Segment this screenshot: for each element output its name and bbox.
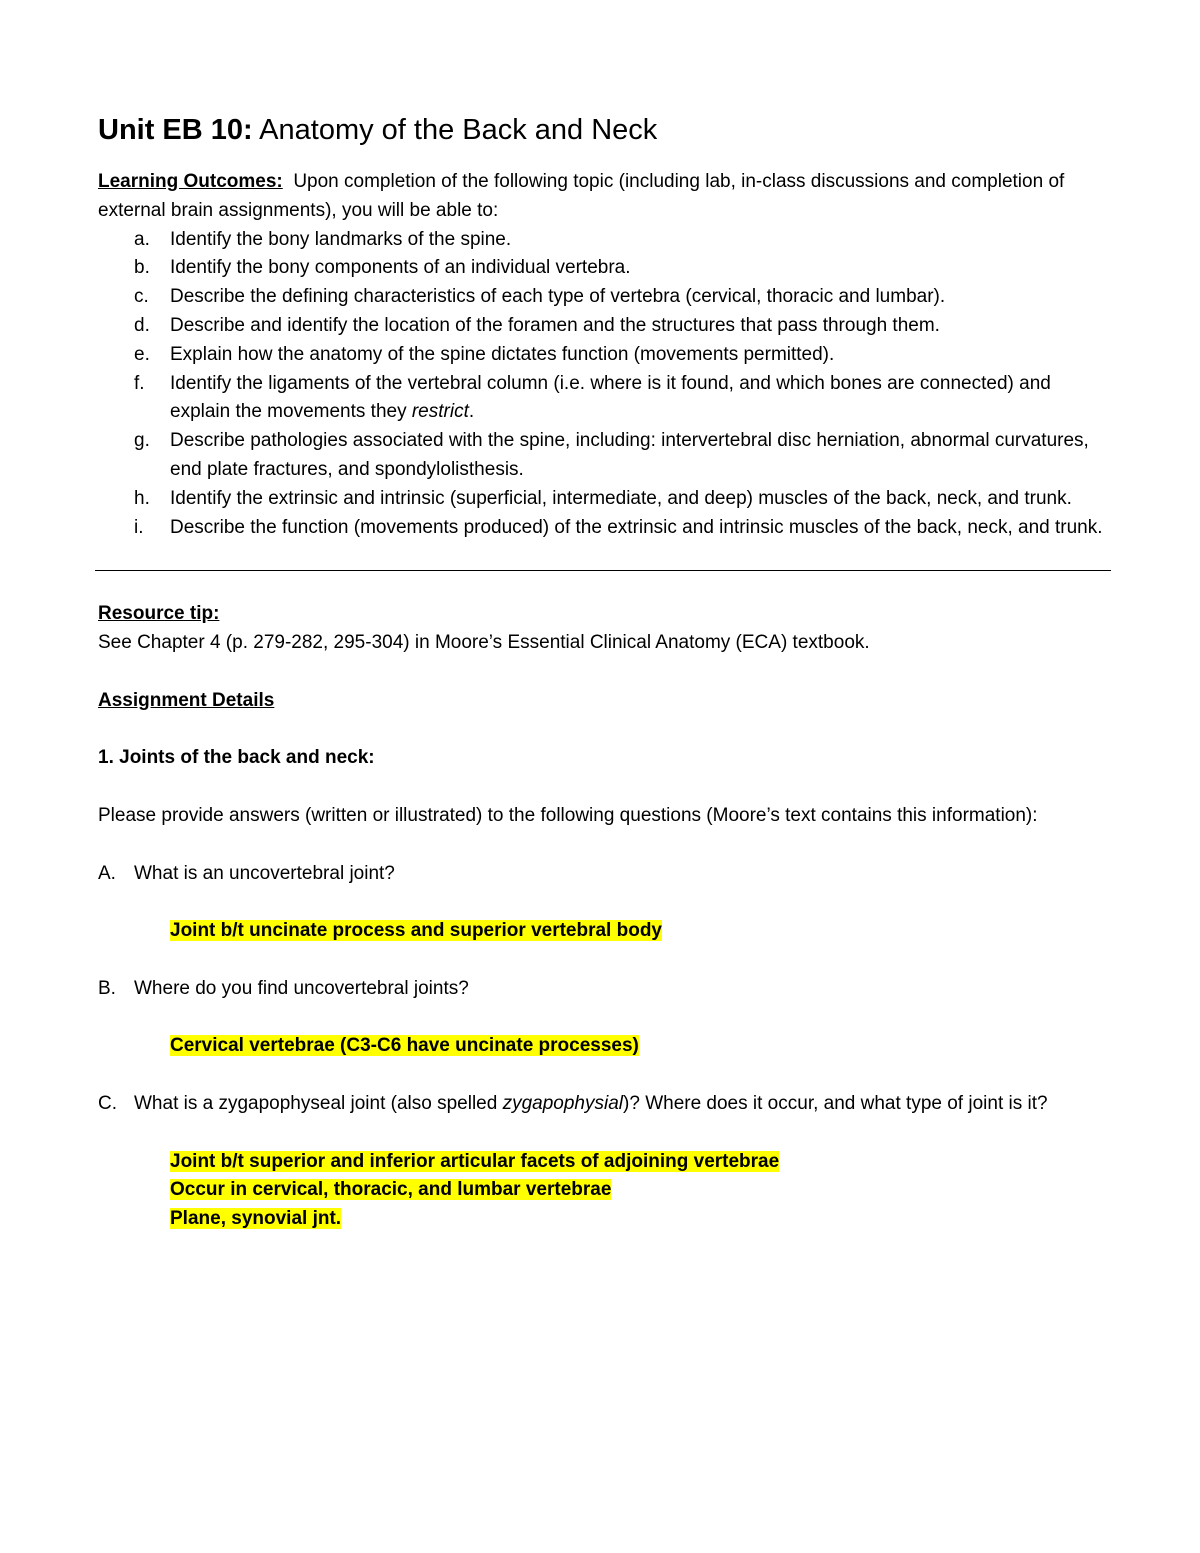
list-item: [98, 312, 1108, 341]
section-divider: [95, 570, 1111, 571]
list-marker: f.: [134, 372, 145, 394]
list-marker: i.: [134, 516, 144, 538]
list-item-text: Describe and identify the location of the foramen and the structures that pass through them.: [170, 314, 940, 336]
list-item-text: Identify the bony landmarks of the spine.: [170, 228, 512, 250]
answer-block: [98, 1032, 1108, 1061]
list-item: [98, 254, 1108, 283]
answer-highlight: Cervical vertebrae (C3-C6 have uncinate processes): [170, 1035, 639, 1057]
answer-highlight: Plane, synovial jnt.: [170, 1208, 342, 1230]
resource-tip-heading: [98, 600, 1108, 629]
list-item-text-end: .: [468, 401, 475, 423]
list-item-text: Explain how the anatomy of the spine dictates function (movements permitted).: [170, 343, 835, 365]
question-text-end: )? Where does it occur, and what type of joint is it?: [623, 1092, 1048, 1114]
list-item-text: Describe the defining characteristics of each type of vertebra (cervical, thoracic and lumbar).: [170, 286, 946, 308]
learning-outcomes-list: [98, 226, 1108, 543]
list-item: [98, 283, 1108, 312]
list-item: [98, 341, 1108, 370]
instructions-text: Please provide answers (written or illustrated) to the following questions (Moore’s text contains this information):: [98, 804, 1038, 826]
answer-block: [98, 917, 1108, 946]
list-marker: d.: [134, 314, 150, 336]
learning-outcomes-intro: [98, 168, 1108, 226]
answer-highlight: Occur in cervical, thoracic, and lumbar vertebrae: [170, 1179, 612, 1201]
question-text: What is a zygapophyseal joint (also spelled: [134, 1092, 503, 1114]
question-text: Where do you find uncovertebral joints?: [134, 977, 469, 999]
question-italic-text: zygapophysial: [502, 1092, 624, 1114]
resource-tip-text: See Chapter 4 (p. 279-282, 295-304) in Moore’s Essential Clinical Anatomy (ECA) textbook.: [98, 632, 870, 654]
question-marker: C.: [98, 1092, 117, 1114]
list-item: [98, 514, 1108, 543]
list-item-text: Describe the function (movements produced) of the extrinsic and intrinsic muscles of the back, neck, and trunk.: [170, 516, 1103, 538]
list-item: [98, 427, 1108, 485]
title-rest: Anatomy of the Back and Neck: [259, 114, 658, 146]
list-item-text: Identify the ligaments of the vertebral column (i.e. where is it found, and which bones are connected) and explain the movements they: [170, 372, 1051, 423]
question-item: [98, 975, 1108, 1004]
list-item: [98, 370, 1108, 428]
list-item: [98, 226, 1108, 255]
answer-highlight: Joint b/t superior and inferior articular facets of adjoining vertebrae: [170, 1150, 780, 1172]
document-page: [98, 100, 1108, 1234]
answer-block: [98, 1148, 1108, 1234]
question-text: What is an uncovertebral joint?: [134, 862, 395, 884]
list-item-text: Identify the extrinsic and intrinsic (superficial, intermediate, and deep) muscles of the back, neck, and trunk.: [170, 487, 1072, 509]
resource-tip-label: Resource tip:: [98, 603, 220, 625]
question-marker: A.: [98, 862, 116, 884]
list-marker: c.: [134, 286, 149, 308]
page-title: [98, 112, 1108, 148]
list-marker: b.: [134, 257, 150, 279]
assignment-heading: [98, 687, 1108, 716]
title-prefix: Unit EB 10:: [98, 114, 253, 146]
answer-highlight: Joint b/t uncinate process and superior vertebral body: [170, 920, 662, 942]
list-item-text: Identify the bony components of an individual vertebra.: [170, 257, 631, 279]
list-marker: e.: [134, 343, 150, 365]
section-title: 1. Joints of the back and neck:: [98, 747, 375, 769]
list-marker: a.: [134, 228, 150, 250]
question-item: [98, 1090, 1108, 1119]
list-item-italic-text: restrict: [411, 401, 469, 423]
question-marker: B.: [98, 977, 116, 999]
list-marker: h.: [134, 487, 150, 509]
list-marker: g.: [134, 430, 150, 452]
assignment-heading-label: Assignment Details: [98, 689, 275, 711]
learning-outcomes-text: Upon completion of the following topic (including lab, in-class discussions and completion of external brain assignments), you will be able to:: [98, 171, 1065, 221]
list-item-text: Describe pathologies associated with the spine, including: intervertebral disc herniation, abnormal curvatures, end plate fractures, and spondylolisthesis.: [170, 430, 1089, 480]
question-item: [98, 860, 1108, 889]
list-item: [98, 485, 1108, 514]
learning-outcomes-label: Learning Outcomes:: [98, 171, 283, 192]
